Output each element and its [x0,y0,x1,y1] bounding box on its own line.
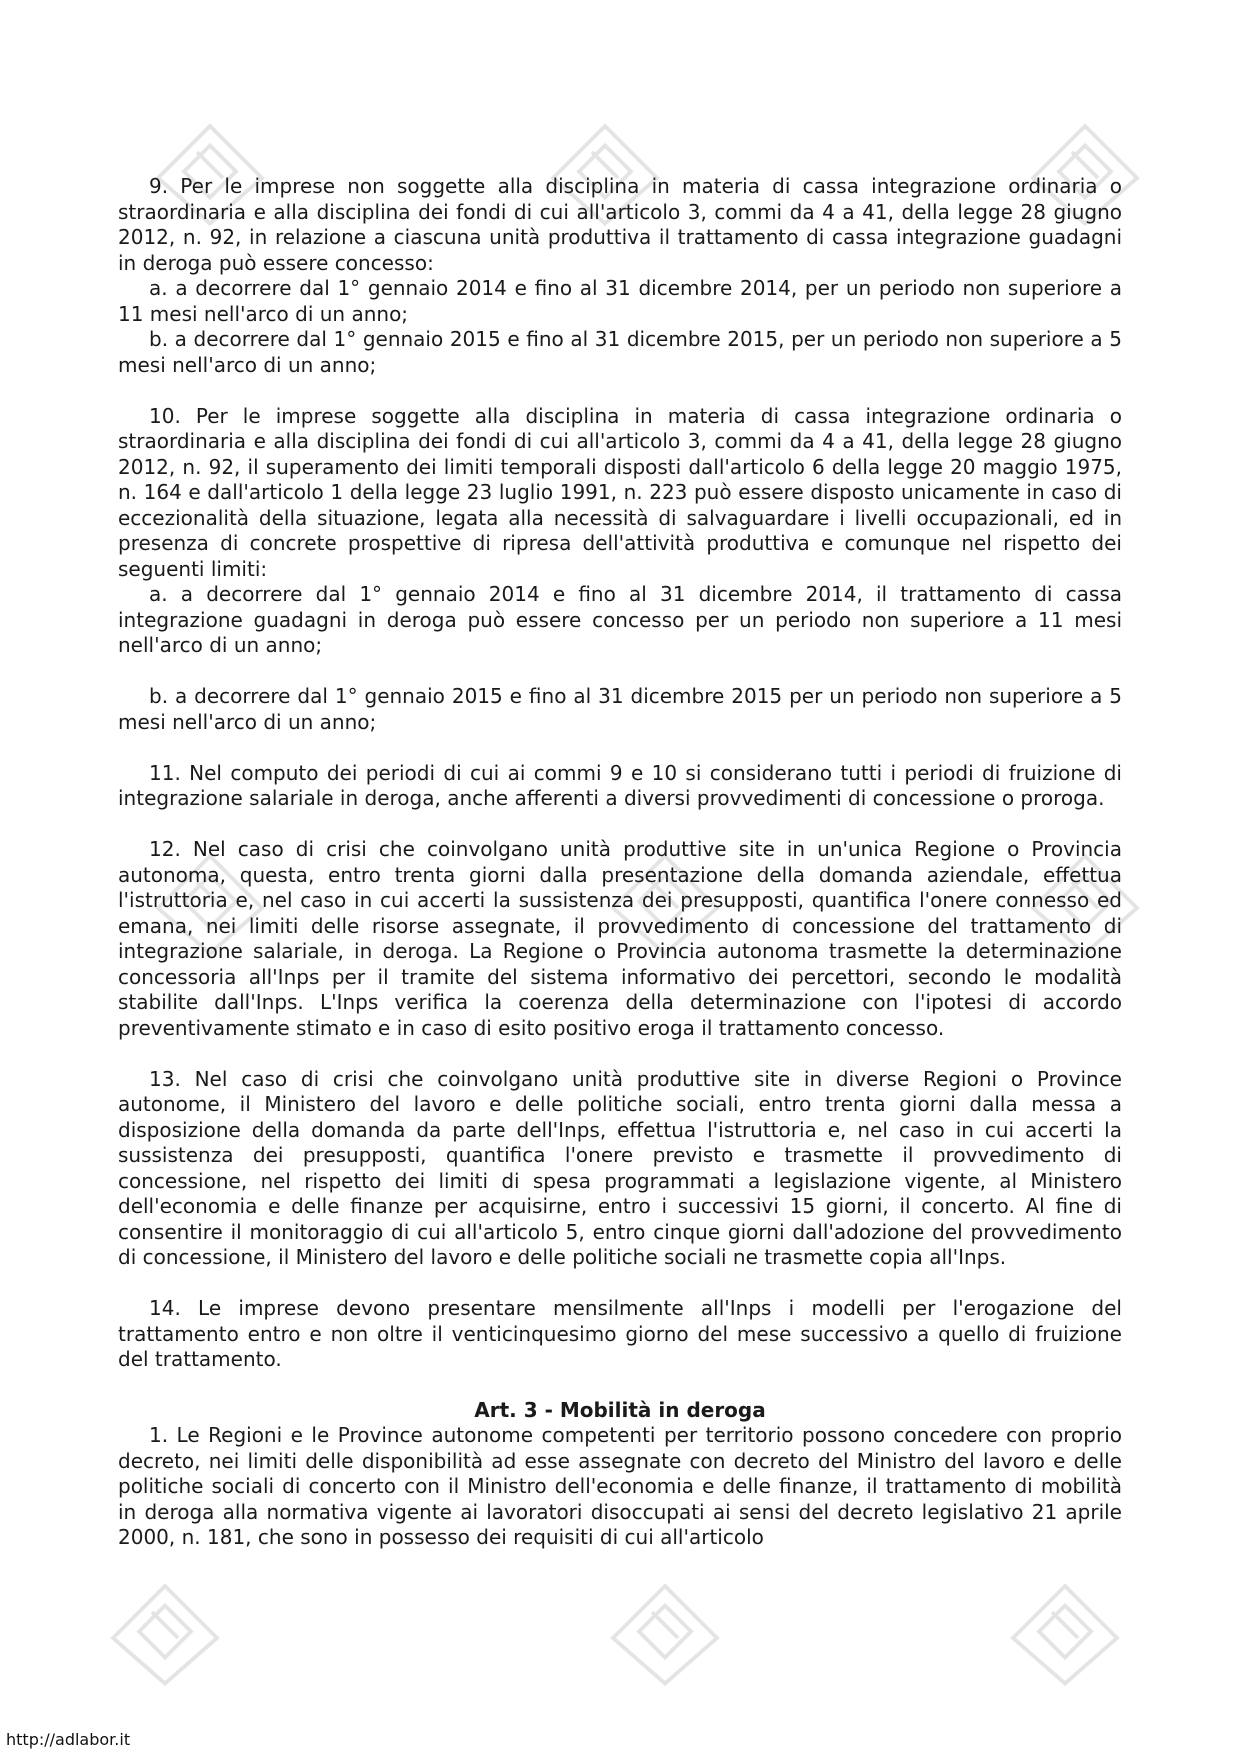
article-3-paragraph-1: 1. Le Regioni e le Province autonome competenti per territorio possono concedere con proprio decreto, nei limiti delle disponibilità ad esse assegnate con decreto del Ministro del lavoro e delle politiche sociali di concerto con il Ministro dell'economia e delle finanze, il trattamento di mobilità in deroga alla normativa vigente ai lavoratori disoccupati ai sensi del decreto legislativo 21 aprile 2000, n. 181, che sono in possesso dei requisiti di cui all'articolo [118,1423,1122,1549]
paragraph-12: 12. Nel caso di crisi che coinvolgano unità produttive site in un'unica Regione o Provincia autonoma, questa, entro trenta giorni dalla presentazione della domanda aziendale, effettua l'istruttoria e, nel caso in cui accerti la sussistenza dei presupposti, quantifica l'onere connesso ed emana, nei limiti delle risorse assegnate, il provvedimento di concessione del trattamento di integrazione salariale, in deroga. La Regione o Provincia autonoma trasmette la determinazione concessoria all'Inps per il tramite del sistema informativo dei percettori, secondo le modalità stabilite dall'Inps. L'Inps verifica la coerenza della determinazione con l'ipotesi di accordo preventivamente stimato e in caso di esito positivo eroga il trattamento concesso. [118,837,1122,1040]
paragraph-13: 13. Nel caso di crisi che coinvolgano unità produttive site in diverse Regioni o Province autonome, il Ministero del lavoro e delle politiche sociali, entro trenta giorni dalla messa a disposizione della domanda da parte dell'Inps, effettua l'istruttoria e, nel caso in cui accerti la sussistenza dei presupposti, quantifica l'onere previsto e trasmette il provvedimento di concessione, nel rispetto dei limiti di spesa programmati a legislazione vigente, al Ministero dell'economia e delle finanze per acquisirne, entro i successivi 15 giorni, il concerto. Al fine di consentire il monitoraggio di cui all'articolo 5, entro cinque giorni dall'adozione del provvedimento di concessione, il Ministero del lavoro e delle politiche sociali ne trasmette copia all'Inps. [118,1066,1122,1269]
document-body [118,174,1122,1551]
paragraph-9a: a. a decorrere dal 1° gennaio 2014 e fino al 31 dicembre 2014, per un periodo non superiore a 11 mesi nell'arco di un anno; [118,276,1122,326]
paragraph-10a: a. a decorrere dal 1° gennaio 2014 e fino al 31 dicembre 2014, il trattamento di cassa integrazione guadagni in deroga può essere concesso per un periodo non superiore a 11 mesi nell'arco di un anno; [118,582,1122,657]
adlabor-logo-watermark-icon [600,1560,730,1690]
article-heading: Art. 3 - Mobilità in deroga [474,1397,766,1422]
adlabor-logo-watermark-icon [100,1560,230,1690]
paragraph-9: 9. Per le imprese non soggette alla disciplina in materia di cassa integrazione ordinaria o straordinaria e alla disciplina dei fondi di cui all'articolo 3, commi da 4 a 41, della legge 28 giugno 2012, n. 92, in relazione a ciascuna unità produttiva il trattamento di cassa integrazione guadagni in deroga può essere concesso: [118,174,1122,275]
footer-url-link[interactable]: http://adlabor.it [6,1730,131,1749]
paragraph-11: 11. Nel computo dei periodi di cui ai commi 9 e 10 si considerano tutti i periodi di fruizione di integrazione salariale in deroga, anche afferenti a diversi provvedimenti di concessione o proroga. [118,760,1122,810]
paragraph-14: 14. Le imprese devono presentare mensilmente all'Inps i modelli per l'erogazione del trattamento entro e non oltre il venticinquesimo giorno del mese successivo a quello di fruizione del trattamento. [118,1296,1122,1371]
paragraph-10b: b. a decorrere dal 1° gennaio 2015 e fino al 31 dicembre 2015 per un periodo non superiore a 5 mesi nell'arco di un anno; [118,684,1122,734]
adlabor-logo-watermark-icon [1000,1560,1130,1690]
paragraph-9b: b. a decorrere dal 1° gennaio 2015 e fino al 31 dicembre 2015, per un periodo non superiore a 5 mesi nell'arco di un anno; [118,327,1122,377]
paragraph-10: 10. Per le imprese soggette alla disciplina in materia di cassa integrazione ordinaria o straordinaria e alla disciplina dei fondi di cui all'articolo 3, commi da 4 a 41, della legge 28 giugno 2012, n. 92, il superamento dei limiti temporali disposti dall'articolo 6 della legge 20 maggio 1975, n. 164 e dall'articolo 1 della legge 23 luglio 1991, n. 223 può essere disposto unicamente in caso di eccezionalità della situazione, legata alla necessità di salvaguardare i livelli occupazionali, ed in presenza di concrete prospettive di ripresa dell'attività produttiva e comunque nel rispetto dei seguenti limiti: [118,403,1122,581]
